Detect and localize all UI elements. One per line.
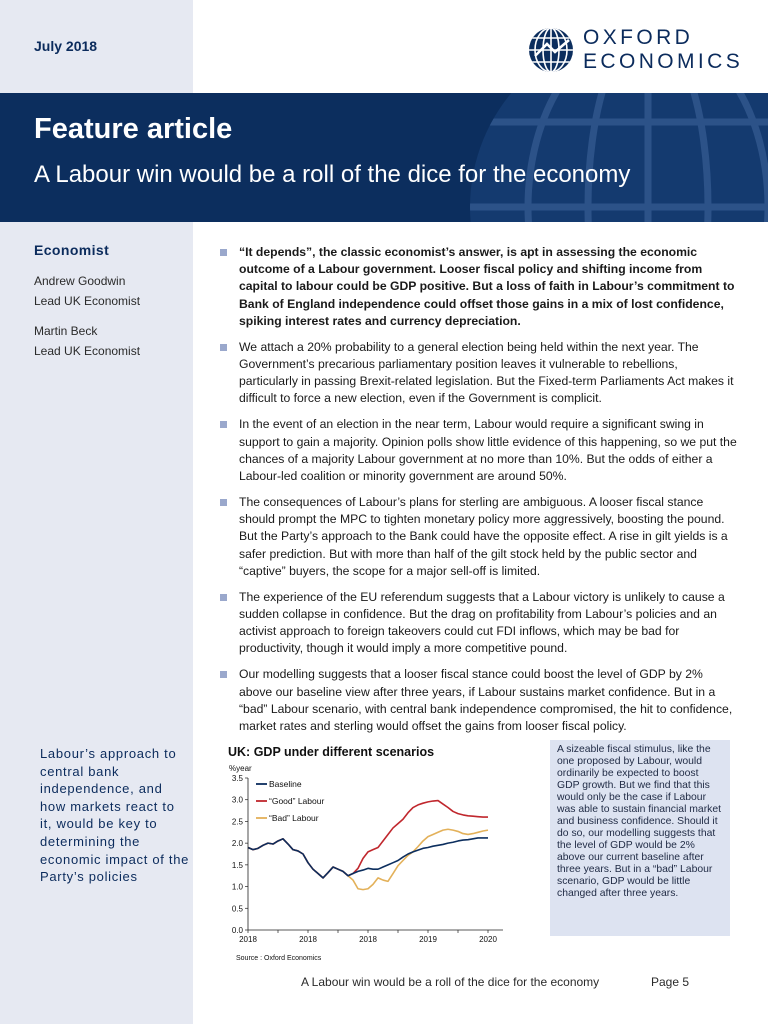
author-title: Lead UK Economist bbox=[34, 344, 141, 358]
bullet-text: In the event of an election in the near term, Labour would require a significant swing in support to gain a majority. Opinion polls show little evidence of this happening, so we put the chances of a majority Labour government at no more than 10%. But the odds of either a Labour-led coalition or minority government are around 50%. bbox=[239, 417, 737, 484]
y-tick-label: 3.5 bbox=[231, 774, 243, 783]
y-tick-label: 1.0 bbox=[231, 882, 243, 892]
y-axis-label: %year bbox=[229, 764, 252, 773]
y-tick-label: 3.0 bbox=[231, 795, 243, 805]
x-tick-label: 2018 bbox=[239, 935, 257, 944]
chart-source: Source : Oxford Economics bbox=[236, 955, 322, 962]
legend-label: “Good” Labour bbox=[269, 796, 325, 806]
legend-label: “Bad” Labour bbox=[269, 813, 319, 823]
y-tick-label: 0.5 bbox=[231, 904, 243, 914]
list-item bbox=[218, 494, 738, 580]
report-date: July 2018 bbox=[34, 38, 98, 54]
globe-logo-icon bbox=[527, 26, 575, 74]
author-card bbox=[34, 321, 140, 361]
bullet-text: “It depends”, the classic economist’s answer, is apt in assessing the economic outcome of a Labour government. Looser fiscal policy and shifting income from capital to labour could be GDP positive. But a loss of faith in Labour’s commitment to Bank of England independence could offset those gains in a mix of lost confidence, spiking interest rates and currency depreciation. bbox=[239, 245, 735, 328]
x-tick-label: 2018 bbox=[299, 935, 317, 944]
bullet-square-icon bbox=[220, 421, 227, 428]
title-banner bbox=[0, 93, 768, 222]
x-tick-label: 2019 bbox=[419, 935, 437, 944]
author-card bbox=[34, 271, 140, 311]
logo-text-economics: ECONOMICS bbox=[583, 50, 744, 73]
page-number: Page 5 bbox=[651, 975, 690, 989]
bullet-text: The consequences of Labour’s plans for sterling are ambiguous. A looser fiscal stance should prompt the MPC to tighten monetary policy more aggressively, boosting the pound. But the Party’s approach to the Bank could have the opposite effect. A rise in gilt yields is a safer prediction. But with more than half of the gilt stock held by the public sector and “captive” buyers, the scope for a major sell-off is limited. bbox=[239, 495, 728, 578]
series-line-2 bbox=[248, 829, 488, 889]
series-line-0 bbox=[248, 838, 488, 878]
legend-label: Baseline bbox=[269, 779, 302, 789]
bullet-square-icon bbox=[220, 344, 227, 351]
x-tick-label: 2018 bbox=[359, 935, 377, 944]
bullet-square-icon bbox=[220, 249, 227, 256]
author-title: Lead UK Economist bbox=[34, 294, 141, 308]
list-item bbox=[218, 339, 738, 408]
key-points-list bbox=[218, 244, 738, 744]
gdp-scenarios-chart bbox=[226, 740, 538, 965]
footer-title: A Labour win would be a roll of the dice for the economy bbox=[301, 975, 600, 989]
list-item bbox=[218, 416, 738, 485]
bullet-text: We attach a 20% probability to a general election being held within the next year. The Government’s precarious parliamentary position leaves it vulnerable to rebellions, particularly in passing Brexit-related legislation. But the Fixed-term Parliaments Act makes it difficult to force a new election, even if the Government is complicit. bbox=[239, 339, 734, 406]
y-tick-label: 2.0 bbox=[231, 839, 243, 849]
chart-title: UK: GDP under different scenarios bbox=[228, 745, 435, 759]
role-heading: Economist bbox=[34, 242, 110, 258]
list-item bbox=[218, 666, 738, 735]
bullet-square-icon bbox=[220, 499, 227, 506]
logo-text-oxford: OXFORD bbox=[583, 26, 694, 49]
author-name: Andrew Goodwin bbox=[34, 274, 126, 288]
banner-globe-icon bbox=[468, 93, 768, 222]
bullet-square-icon bbox=[220, 671, 227, 678]
list-item bbox=[218, 244, 738, 330]
summary-callout: A sizeable fiscal stimulus, like the one proposed by Labour, would ordinarily be expected to boost GDP growth. But we find that this would only be the case if Labour was able to sustain financial market and business confidence. Should it do so, our modelling suggests that the level of GDP would be 2% above our current baseline after three years. But in a “bad” Labour scenario, GDP would be little changed after three years. bbox=[550, 740, 730, 936]
y-tick-label: 2.5 bbox=[231, 817, 243, 827]
author-name: Martin Beck bbox=[34, 324, 98, 338]
bullet-text: Our modelling suggests that a looser fiscal stance could boost the level of GDP by 2% above our baseline view after three years, if Labour sustains market confidence. But in a “bad” Labour scenario, with central bank independence compromised, the hit to confidence, market rates and sterling would offset the gains from looser fiscal policy. bbox=[239, 667, 733, 734]
oxford-economics-logo[interactable] bbox=[527, 24, 747, 74]
feature-title: Feature article bbox=[34, 113, 233, 145]
y-tick-label: 1.5 bbox=[231, 860, 243, 870]
bullet-text: The experience of the EU referendum suggests that a Labour victory is unlikely to cause a sudden collapse in confidence. But the drag on profitability from Labour’s policies and an activist approach to foreign takeovers could cut FDI inflows, which may be bad for productivity, though it would imply a more competitive pound. bbox=[239, 589, 725, 656]
list-item bbox=[218, 589, 738, 658]
feature-subtitle: A Labour win would be a roll of the dice for the economy bbox=[34, 161, 631, 188]
y-tick-label: 0.0 bbox=[231, 926, 243, 935]
bullet-square-icon bbox=[220, 594, 227, 601]
x-tick-label: 2020 bbox=[479, 935, 497, 944]
chart-canvas bbox=[226, 740, 538, 965]
pull-quote: Labour’s approach to central bank independence, and how markets react to it, would be key to determining the economic impact of the Party’s policies bbox=[40, 746, 190, 885]
